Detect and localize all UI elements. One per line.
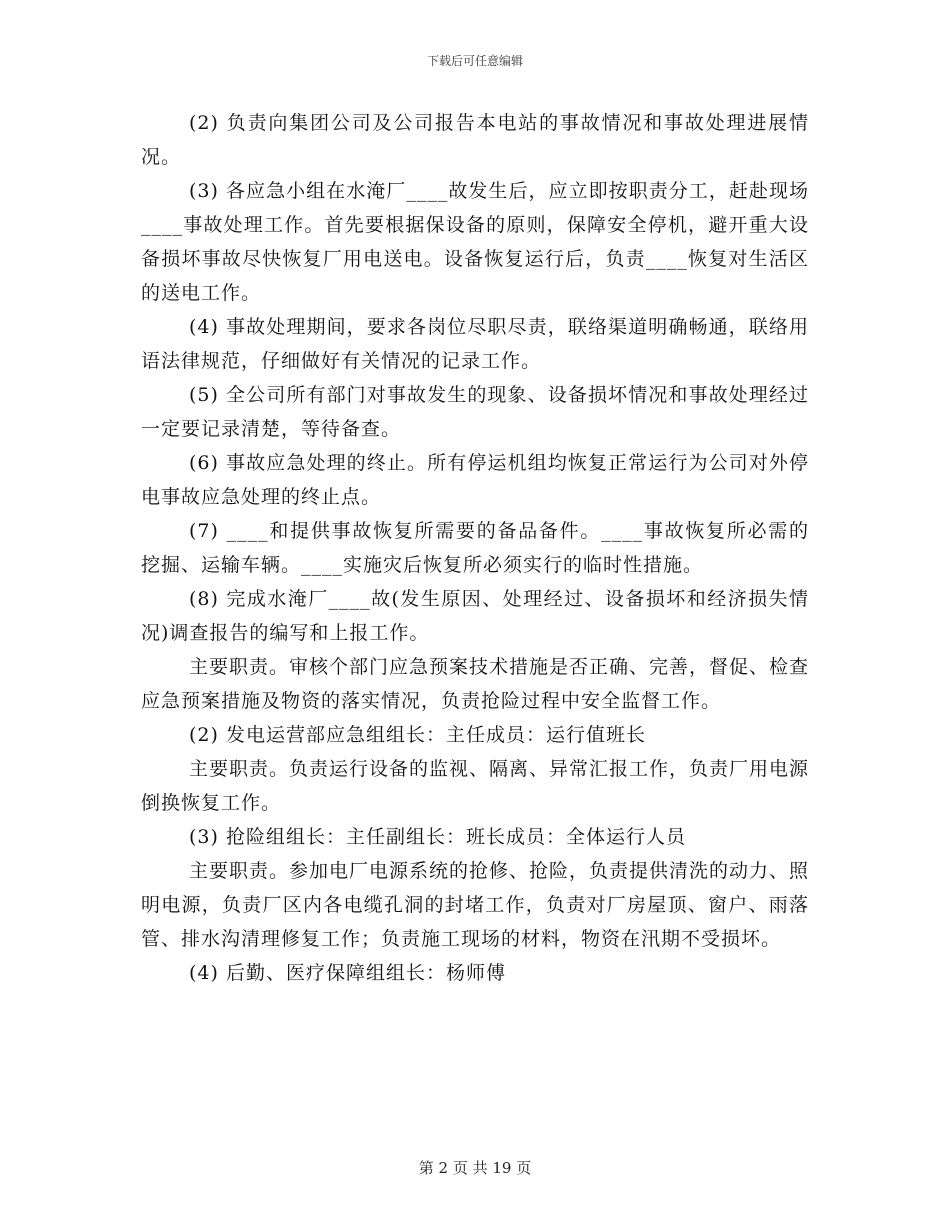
document-body <box>141 106 809 990</box>
paragraph-item-8-report-writing: (8) 完成水淹厂____故(发生原因、处理经过、设备损坏和经济损失情况)调查报告的编写和上报工作。 <box>141 588 809 644</box>
paragraph-item-3-rescue-group: (3) 抢险组组长：主任副组长：班长成员：全体运行人员 <box>189 826 686 848</box>
paragraph-item-6-termination: (6) 事故应急处理的终止。所有停运机组均恢复正常运行为公司对外停电事故应急处理的终止点。 <box>141 452 809 508</box>
page-footer-number: 第 2 页 共 19 页 <box>418 1159 532 1177</box>
paragraph-main-duties-operations: 主要职责。负责运行设备的监视、隔离、异常汇报工作，负责厂用电源倒换恢复工作。 <box>141 758 810 814</box>
paragraph-item-5-records: (5) 全公司所有部门对事故发生的现象、设备损坏情况和事故处理经过一定要记录清楚，等待备查。 <box>141 384 809 440</box>
paragraph-item-3-emergency-groups: (3) 各应急小组在水淹厂____故发生后，应立即按职责分工，赶赴现场____事故处理工作。首先要根据保设备的原则，保障安全停机，避开重大设备损坏事故尽快恢复厂用电送电。设备恢复运行后，负责____恢复对生活区的送电工作。 <box>141 180 809 304</box>
paragraph-main-duties-rescue: 主要职责。参加电厂电源系统的抢修、抢险，负责提供清洗的动力、照明电源，负责厂区内各电缆孔洞的封堵工作，负责对厂房屋顶、窗户、雨落管、排水沟清理修复工作；负责施工现场的材料，物资在汛期不受损坏。 <box>141 860 810 950</box>
paragraph-item-4-handling-period: (4) 事故处理期间，要求各岗位尽职尽责，联络渠道明确畅通，联络用语法律规范，仔细做好有关情况的记录工作。 <box>141 316 809 372</box>
page-header-note: 下载后可任意编辑 <box>426 54 523 68</box>
paragraph-item-2-operations-group: (2) 发电运营部应急组组长：主任成员：运行值班长 <box>189 724 646 746</box>
paragraph-item-4-logistics-group: (4) 后勤、医疗保障组组长：杨师傅 <box>189 962 506 984</box>
paragraph-item-2-report: (2) 负责向集团公司及公司报告本电站的事故情况和事故处理进展情况。 <box>141 112 809 168</box>
paragraph-item-7-spare-parts: (7) ____和提供事故恢复所需要的备品备件。____事故恢复所必需的挖掘、运输车辆。____实施灾后恢复所必须实行的临时性措施。 <box>141 520 809 576</box>
paragraph-main-duties-safety: 主要职责。审核个部门应急预案技术措施是否正确、完善，督促、检查应急预案措施及物资的落实情况，负责抢险过程中安全监督工作。 <box>141 656 810 712</box>
